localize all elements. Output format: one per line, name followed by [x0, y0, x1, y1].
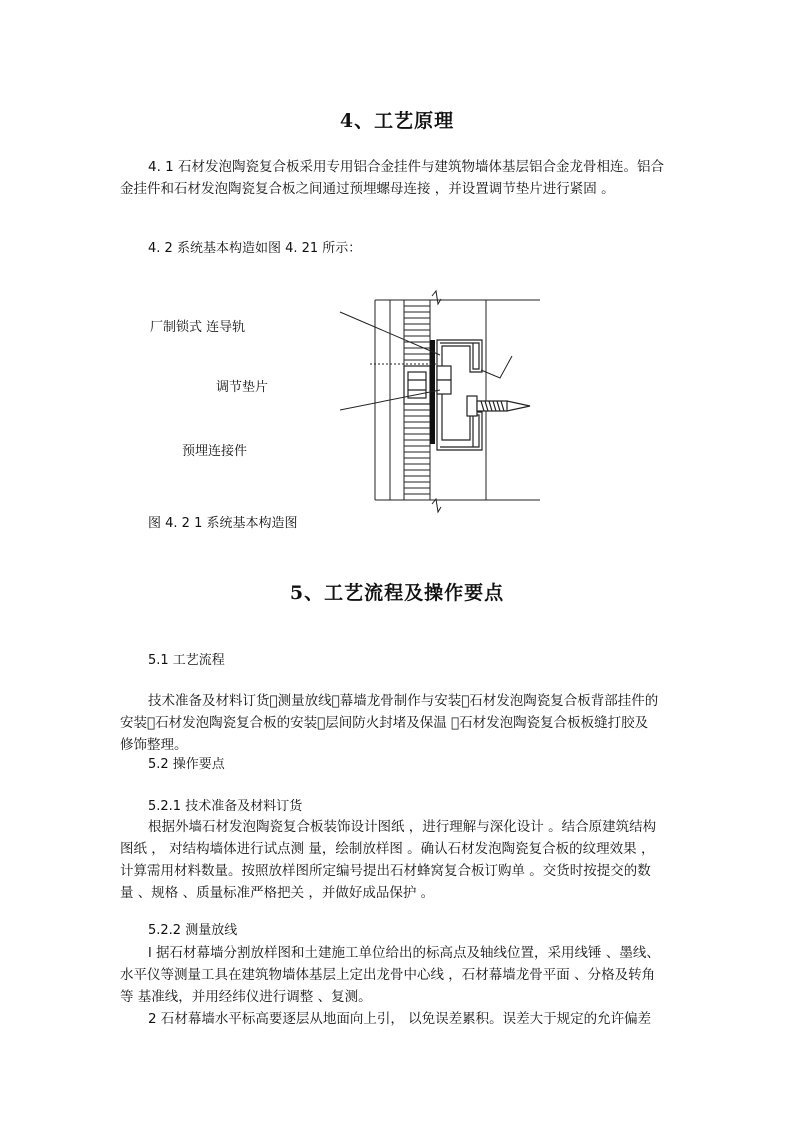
label-embedded-connector: 预埋连接件	[182, 444, 248, 459]
para-5-2-1-line4: 量 、规格 、质量标准严格把关 ，并做好成品保护 。	[120, 885, 435, 901]
para-5-1-line2: 安装􏰀石材发泡陶瓷复合板的安装􏰀层间防火封堵及保温 􏰀石材发泡陶瓷复合板板缝打胶及	[120, 715, 649, 731]
break-mark-bottom	[432, 499, 441, 512]
para-5-2-1-line3: 计算需用材料数量。按照放样图所定编号提出石材蜂窝复合板订购单 。交货时按提交的数	[120, 863, 651, 879]
para-4-1-line2: 金挂件和石材发泡陶瓷复合板之间通过预埋螺母连接 ，并设置调节垫片进行紧固 。	[120, 181, 615, 197]
embedded-nut	[404, 366, 430, 404]
section-5-1-title: 5.1 工艺流程	[148, 653, 225, 668]
figure-caption: 图 4. 2 1 系统基本构造图	[148, 516, 298, 531]
para-5-1-line1: 技术准备及材料订货􏰀测量放线􏰀幕墙龙骨制作与安装􏰀石材发泡陶瓷复合板背部挂件的	[148, 693, 659, 709]
aluminum-rail	[437, 340, 482, 450]
section-5-2-2-title: 5.2.2 测量放线	[148, 923, 238, 938]
para-5-2-2-line3: 等 基准线，并用经纬仪进行调整 、复测。	[120, 989, 372, 1005]
section-5-2-title: 5.2 操作要点	[148, 757, 225, 772]
label-adjust-shim: 调节垫片	[216, 380, 269, 395]
section-4-heading: 4、工艺原理	[339, 110, 455, 132]
para-5-1-line3: 修饰整理。	[120, 737, 188, 753]
para-5-2-2-line1: l 据石材幕墙分割放样图和土建施工单位给出的标高点及轴线位置，采用线锤 、墨线、	[148, 945, 660, 961]
para-5-2-1-line1: 根据外墙石材发泡陶瓷复合板装饰设计图纸 ，进行理解与深化设计 。结合原建筑结构	[148, 819, 657, 835]
section-5-2-1-title: 5.2.1 技术准备及材料订货	[148, 799, 303, 814]
break-mark-top	[432, 291, 441, 304]
label-locking-rail: 厂制锁式 连导轨	[150, 320, 246, 335]
para-5-2-1-line2: 图纸 ， 对结构墙体进行试点测 量，绘制放样图 。确认石材发泡陶瓷复合板的纹理效果 ，	[120, 841, 655, 857]
para-5-2-2-line2: 水平仪等测量工具在建筑物墙体基层上定出龙骨中心线 ，石材幕墙龙骨平面 、分格及转角	[120, 967, 656, 983]
para-5-2-2-line4: 2 石材幕墙水平标高要逐层从地面向上引， 以免误差累积。误差大于规定的允许偏差	[148, 1011, 652, 1027]
para-4-1-line1: 4. 1 石材发泡陶瓷复合板采用专用铝合金挂件与建筑物墙体基层铝合金龙骨相连。铝合	[148, 159, 665, 175]
para-4-2: 4. 2 系统基本构造如图 4. 21 所示：	[148, 241, 362, 256]
self-tapping-screw-icon	[477, 401, 530, 411]
bolt-heads	[437, 366, 477, 416]
section-5-heading: 5、工艺流程及操作要点	[289, 582, 505, 604]
